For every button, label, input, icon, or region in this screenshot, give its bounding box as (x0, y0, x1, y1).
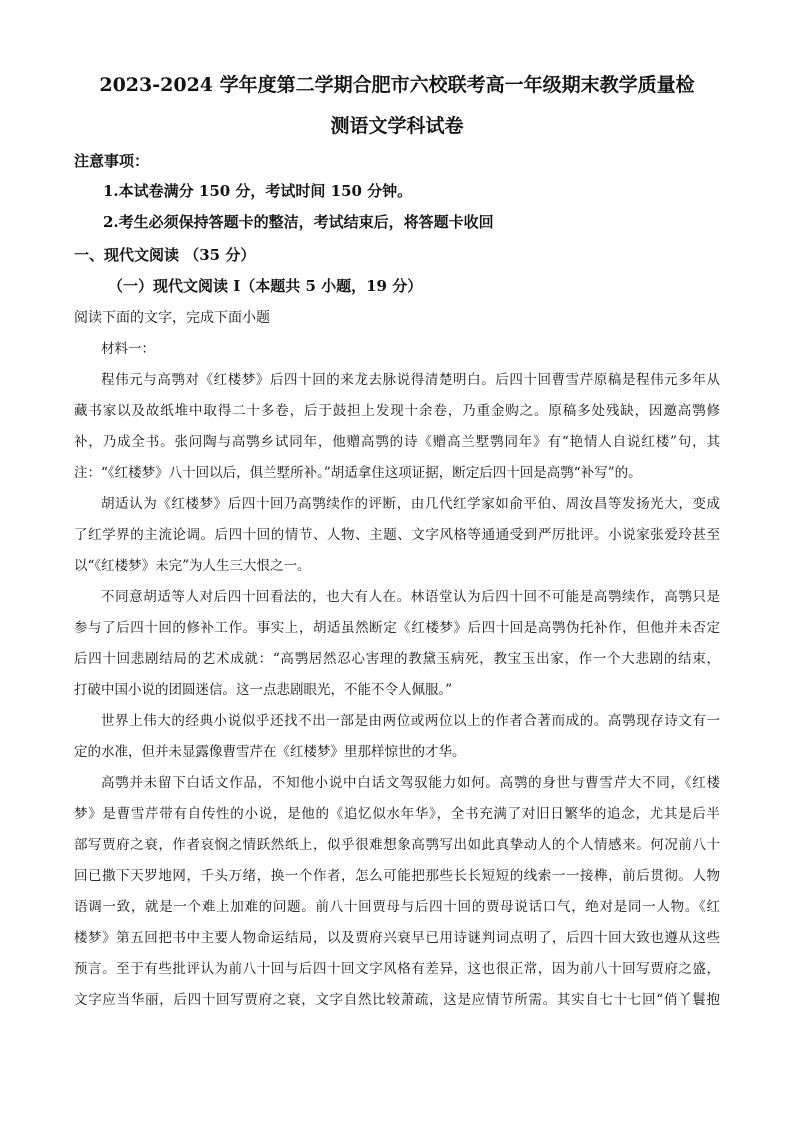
passage-line: 部写贾府之衰，作者哀悯之情跃然纸上，似乎很难想象高鹗写出如此真挚动人的个人情感来。何况前八十 (74, 837, 720, 853)
passage-line: 打破中国小说的团圆迷信。这一点悲剧眼光，不能不令人佩服。” (74, 682, 453, 698)
section-heading: 一、现代文阅读 （35 分） (74, 246, 256, 264)
notice-item-1: 1.本试卷满分 150 分，考试时间 150 分钟。 (103, 182, 413, 200)
passage-line: 预言。至于有些批评认为前八十回与后四十回文字风格有差异，这也很正常，因为前八十回写贾府之盛， (74, 961, 720, 977)
passage-line: 程伟元与高鹗对《红楼梦》后四十回的来龙去脉说得清楚明白。后四十回曹雪芹原稿是程伟元多年从 (101, 372, 720, 388)
passage-line: 注：“《红楼梦》八十回以后，俱兰墅所补。”胡适拿住这项证据，断定后四十回是高鹗“补写”的。 (74, 465, 642, 481)
passage-line: 梦》是曹雪芹带有自传性的小说，是他的《追忆似水年华》，全书充满了对旧日繁华的追念，尤其是后半 (74, 806, 720, 822)
passage-line: 后四十回悲剧结局的艺术成就：“高鹗居然忍心害理的教黛玉病死，教宝玉出家，作一个大悲剧的结束， (74, 651, 720, 667)
notice-item-2: 2.考生必须保持答题卡的整洁，考试结束后，将答题卡收回 (103, 213, 494, 231)
passage-line: 回已撒下天罗地网，千头万绪，换一个作者，怎么可能把那些长长短短的线索一一接榫，前后贯彻。人物 (74, 868, 720, 884)
passage-line: 不同意胡适等人对后四十回看法的，也大有人在。林语堂认为后四十回不可能是高鹗续作，高鹗只是 (101, 589, 720, 605)
exam-title-line2: 测语文学科试卷 (330, 115, 464, 137)
passage-line: 补，乃成全书。张问陶与高鹗乡试同年，他赠高鹗的诗《赠高兰墅鹗同年》有“艳情人自说红楼”句，其 (74, 434, 720, 450)
passage-line: 世界上伟大的经典小说似乎还找不出一部是由两位或两位以上的作者合著而成的。高鹗现存诗文有一 (101, 713, 720, 729)
material-label: 材料一： (101, 341, 155, 357)
passage-line: 了红学界的主流论调。后四十回的情节、人物、主题、文字风格等通通受到严厉批评。小说家张爱玲甚至 (74, 527, 720, 543)
passage-line: 文字应当华丽，后四十回写贾府之衰，文字自然比较萧疏，这是应情节所需。其实自七十七回“俏丫鬟抱 (74, 992, 720, 1008)
passage-line: 藏书家以及故纸堆中取得二十多卷，后于鼓担上发现十余卷，乃重金购之。原稿多处残缺，因邀高鹗修 (74, 403, 720, 419)
subsection-heading: （一）现代文阅读 Ⅰ（本题共 5 小题，19 分） (108, 277, 423, 295)
passage-line: 语调一致，就是一个难上加难的问题。前八十回贾母与后四十回的贾母说话口气，绝对是同一人物。《红 (74, 899, 720, 915)
passage-line: 定的水准，但并未显露像曹雪芹在《红楼梦》里那样惊世的才华。 (74, 744, 466, 760)
passage-line: 楼梦》第五回把书中主要人物命运结局，以及贾府兴衰早已用诗谜判词点明了，后四十回大致也遵从这些 (74, 930, 720, 946)
passage-line: 以“《红楼梦》未完”为人生三大恨之一。 (74, 558, 311, 574)
passage-line: 参与了后四十回的修补工作。事实上，胡适虽然断定《红楼梦》后四十回是高鹗伪托补作，但他并未否定 (74, 620, 720, 636)
passage-line: 胡适认为《红楼梦》后四十回乃高鹗续作的评断，由几代红学家如俞平伯、周汝昌等发扬光大，变成 (101, 496, 720, 512)
passage-line: 高鹗并未留下白话文作品，不知他小说中白话文驾驭能力如何。高鹗的身世与曹雪芹大不同，《红楼 (101, 775, 720, 791)
reading-instruction: 阅读下面的文字，完成下面小题 (74, 310, 270, 326)
notice-heading: 注意事项： (74, 152, 150, 170)
exam-title-line1: 2023-2024 学年度第二学期合肥市六校联考高一年级期末教学质量检 (99, 74, 695, 96)
